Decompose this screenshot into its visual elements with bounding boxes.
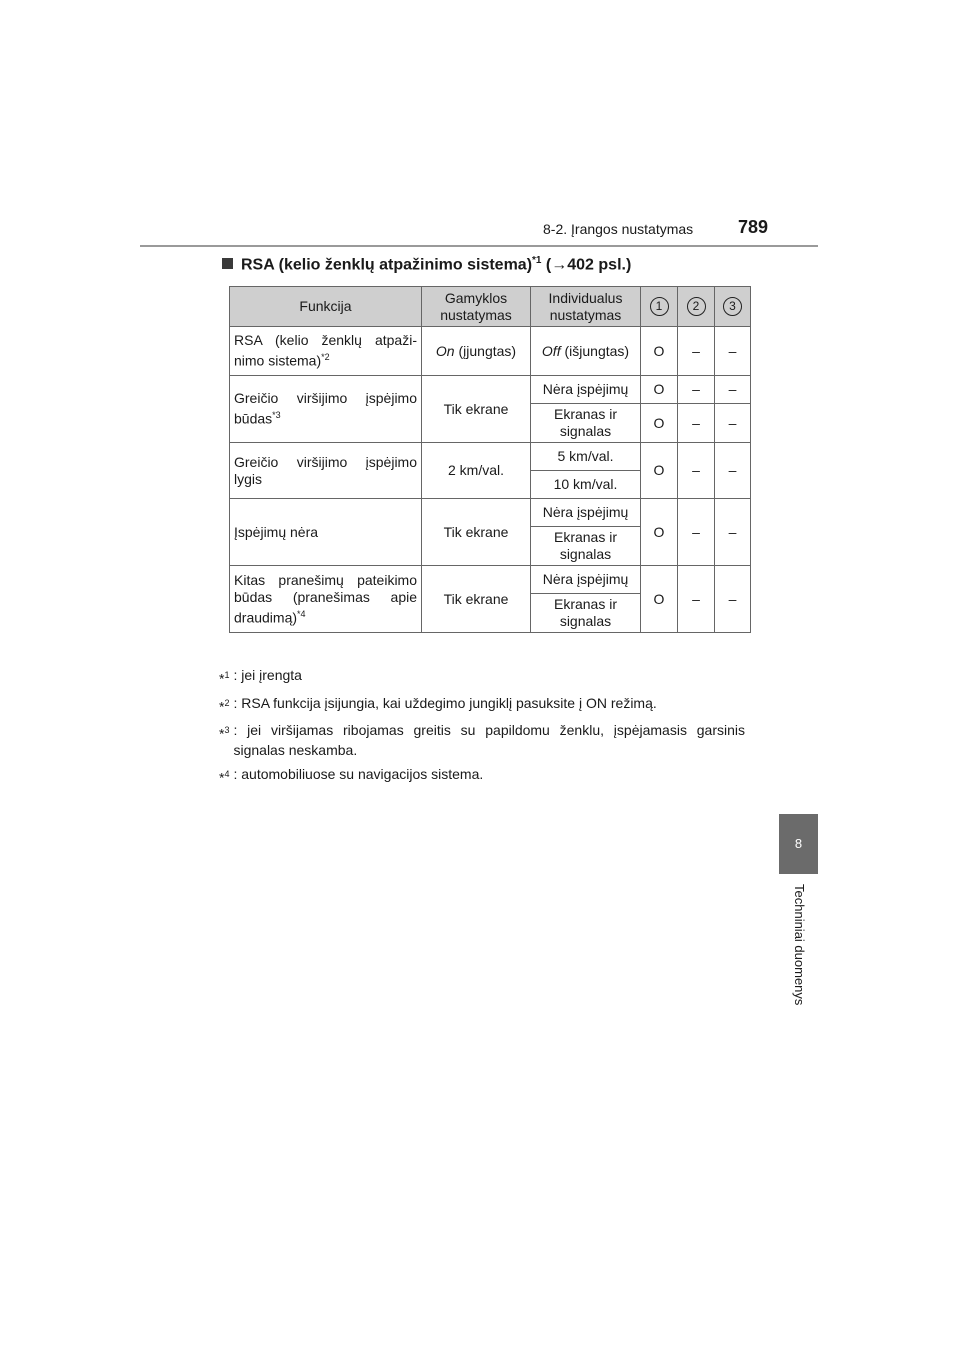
- circled-1-icon: 1: [650, 297, 669, 316]
- footnote: *$^3$ : jei viršijamas ribojamas greitis su papildomu ženklu, įspėjamasis garsinis signalas neskamba.: [219, 722, 745, 759]
- method-2-cell: –: [678, 327, 715, 376]
- table-row: [230, 499, 751, 527]
- method-3-cell: –: [715, 443, 751, 499]
- table-row: [230, 376, 751, 404]
- header-method-1: [641, 287, 678, 327]
- default-cell: Tik ekrane: [422, 376, 531, 443]
- footnote: *$^2$ : RSA funkcija įsijungia, kai uždegimo jungiklį pasuksite į ON režimą.: [219, 694, 657, 715]
- circled-2-icon: 2: [687, 297, 706, 316]
- method-3-cell: –: [715, 327, 751, 376]
- circled-3-icon: 3: [723, 297, 742, 316]
- heading-note-ref: *1: [532, 255, 542, 266]
- function-cell: Greičio viršijimo įspėjimo lygis: [230, 443, 422, 499]
- method-2-cell: –: [678, 499, 715, 566]
- footnote: *$^1$ : jei įrengta: [219, 667, 302, 687]
- settings-table: [229, 286, 751, 633]
- custom-cell: Ekranas ir signalas: [531, 404, 641, 443]
- function-cell: Greičio viršijimo įspėjimo būdas$^{*3}$: [230, 376, 422, 443]
- custom-cell: Nėra įspėjimų: [531, 499, 641, 527]
- header-method-3: [715, 287, 751, 327]
- header-default: Gamyklos nustatymas: [422, 287, 531, 327]
- method-2-cell: –: [678, 566, 715, 633]
- custom-cell: 10 km/val.: [531, 471, 641, 499]
- table-row: [230, 443, 751, 471]
- method-1-cell: O: [641, 443, 678, 499]
- function-cell: RSA (kelio ženklų atpaži-nimo sistema)$^{*2}$: [230, 327, 422, 376]
- function-cell: Kitas pranešimų pateikimo būdas (pranešimas apie draudimą)$^{*4}$: [230, 566, 422, 633]
- custom-cell: Nėra įspėjimų: [531, 566, 641, 594]
- method-3-cell: –: [715, 566, 751, 633]
- footnotes: [219, 665, 745, 792]
- function-cell: Įspėjimų nėra: [230, 499, 422, 566]
- custom-cell: Off (išjungtas): [531, 327, 641, 376]
- header-custom: Individualus nustatymas: [531, 287, 641, 327]
- header-method-2: [678, 287, 715, 327]
- method-1-cell: O: [641, 327, 678, 376]
- section-heading: [222, 255, 631, 274]
- heading-page-link[interactable]: (→402 psl.): [541, 256, 632, 274]
- custom-cell: Ekranas ir signalas: [531, 594, 641, 633]
- header-divider: [140, 245, 818, 247]
- section-title: 8-2. Įrangos nustatymas: [543, 221, 694, 237]
- custom-cell: Ekranas ir signalas: [531, 527, 641, 566]
- method-3-cell: –: [715, 499, 751, 566]
- header-function: Funkcija: [230, 287, 422, 327]
- default-cell: 2 km/val.: [422, 443, 531, 499]
- custom-cell: 5 km/val.: [531, 443, 641, 471]
- method-1-cell: O: [641, 566, 678, 633]
- page-number: 789: [738, 217, 769, 237]
- chapter-tab[interactable]: 8: [779, 814, 818, 874]
- method-1-cell: O: [641, 376, 678, 404]
- default-cell: Tik ekrane: [422, 566, 531, 633]
- method-1-cell: O: [641, 404, 678, 443]
- method-3-cell: –: [715, 376, 751, 404]
- custom-cell: Nėra įspėjimų: [531, 376, 641, 404]
- default-cell: Tik ekrane: [422, 499, 531, 566]
- method-3-cell: –: [715, 404, 751, 443]
- heading-text: RSA (kelio ženklų atpažinimo sistema): [241, 256, 533, 274]
- method-2-cell: –: [678, 404, 715, 443]
- table-row: [230, 566, 751, 594]
- chapter-label: Techniniai duomenys: [792, 884, 807, 1006]
- default-cell: On (įjungtas): [422, 327, 531, 376]
- table-row: [230, 327, 751, 376]
- bullet-square-icon: [222, 258, 233, 269]
- method-2-cell: –: [678, 376, 715, 404]
- method-1-cell: O: [641, 499, 678, 566]
- table-header-row: [230, 287, 751, 327]
- method-2-cell: –: [678, 443, 715, 499]
- footnote: *$^4$ : automobiliuose su navigacijos sistema.: [219, 766, 484, 786]
